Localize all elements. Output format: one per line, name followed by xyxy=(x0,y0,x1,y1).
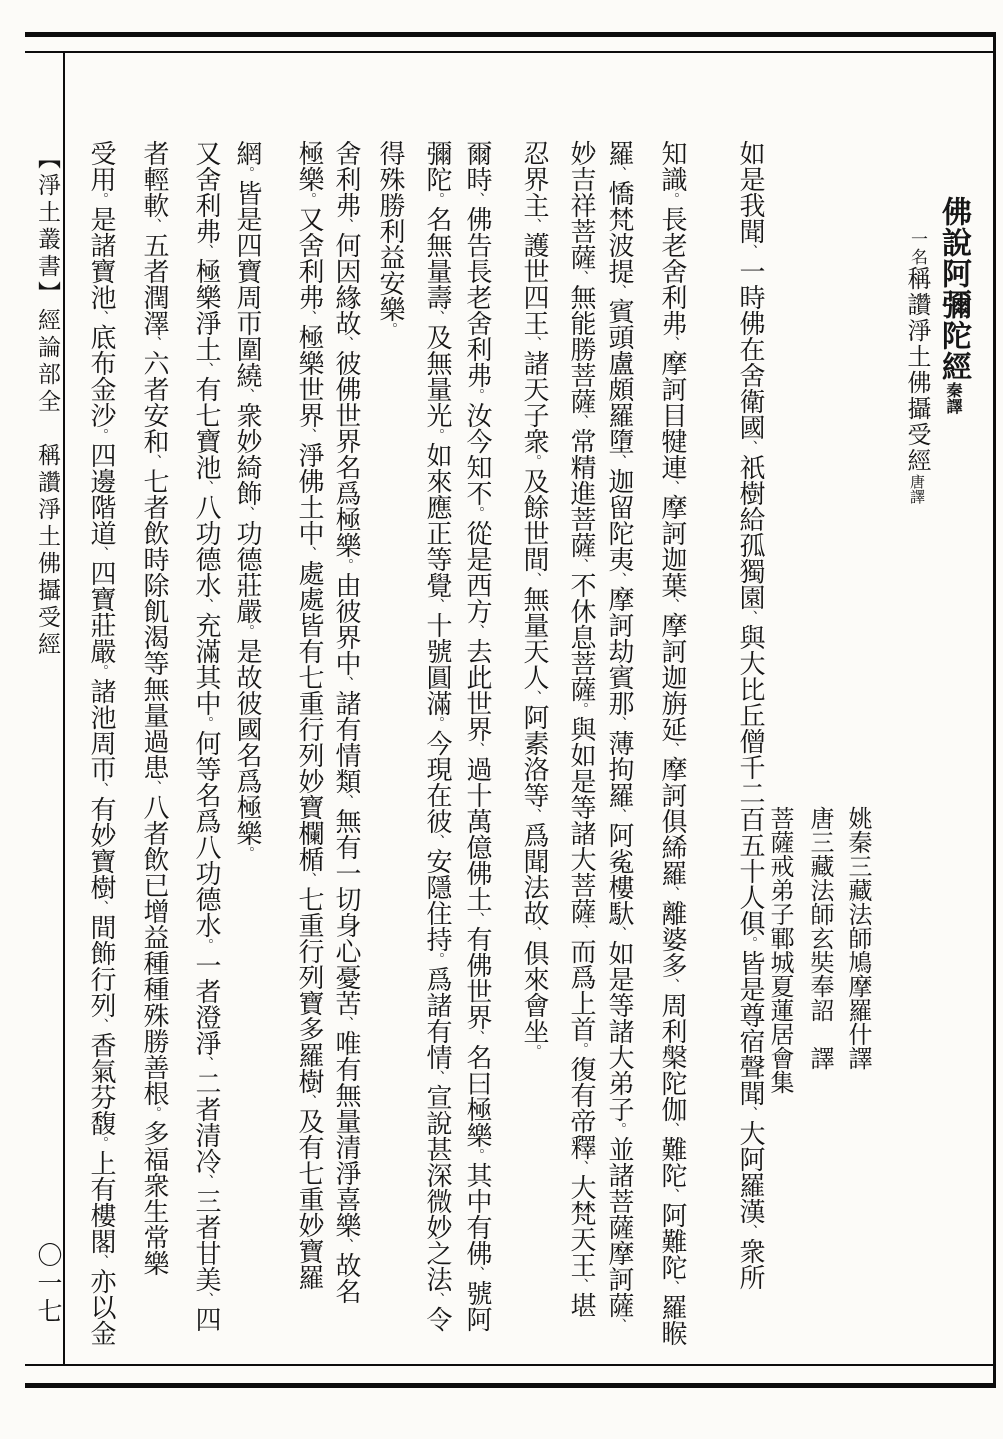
sutra-text-column: 舍利弗、何因緣故、彼佛世界名爲極樂。由彼界中、諸有情類、無有一切身心憂苦、唯有無量清淨喜樂、故名 xyxy=(331,140,361,1304)
frame-left-inner-rule xyxy=(63,51,65,1366)
frame-bottom-inner-rule xyxy=(25,1364,996,1366)
sutra-text-column: 極樂。又舍利弗、極樂世界、淨佛土中、處處皆有七重行列妙寶欄楯、七重行列寶多羅樹、及有七重妙寶羅 xyxy=(294,140,324,1290)
sutra-main-title: 佛說阿彌陀經 xyxy=(936,196,971,382)
frame-right-rule xyxy=(993,32,996,1388)
sutra-text-column: 爾時、佛告長老舍利弗。汝今知不。從是西方、去此世界、過十萬億佛土、有佛世界、名曰極樂。其中有佛、號阿 xyxy=(462,140,492,1332)
sutra-text-column: 忍界主、護世四王、諸天子衆。及餘世間、無量天人、阿素洛等、爲聞法故、俱來會坐。 xyxy=(519,140,549,1058)
sutra-text-column: 受用。是諸寶池、底布金沙。四邊階道、四寶莊嚴。諸池周帀、有妙寶樹、間飾行列、香氣芬馥。上有樓閣、亦以金 xyxy=(86,140,116,1346)
page-number: 〇一七 xyxy=(34,1242,63,1326)
series-label: 【淨土叢書】經論部全 稱讚淨土佛攝受經 xyxy=(34,146,60,659)
sutra-text-column: 如是我聞、一時佛在舍衛國、祇樹給孤獨園、與大比丘僧千二百五十人俱。皆是尊宿聲聞、大阿羅漢、衆所 xyxy=(735,140,765,1290)
sutra-text-column: 者輕軟、五者潤澤、六者安和、七者飲時除飢渴等無量過患、八者飲已增益種種殊勝善根。多福衆生常樂 xyxy=(139,140,169,1276)
sutra-alt-title-column xyxy=(899,230,935,504)
compiler-xia-lianju: 菩薩戒弟子鄆城夏蓮居會集 xyxy=(766,806,794,1094)
frame-top-outer-rule xyxy=(25,32,996,37)
sutra-text-column: 妙吉祥菩薩、無能勝菩薩、常精進菩薩、不休息菩薩。與如是等諸大菩薩、而爲上首。復有帝釋、大梵天王、堪 xyxy=(566,140,596,1318)
sutra-main-title-translation-note: 秦譯 xyxy=(944,382,963,414)
translator-kumarajiva: 姚秦三藏法師鳩摩羅什譯 xyxy=(844,806,872,1070)
sutra-alt-title: 稱讚淨土佛攝受經 xyxy=(903,266,931,474)
sutra-text-column: 得殊勝利益安樂。 xyxy=(375,140,405,336)
sutra-text-column: 又舍利弗、極樂淨土、有七寶池、八功德水、充滿其中。何等名爲八功德水。一者澄淨、二者清冷、三者甘美、四 xyxy=(191,140,221,1332)
translator-xuanzang: 唐三藏法師玄奘奉詔 譯 xyxy=(806,806,834,1070)
sutra-text-column: 羅、憍梵波提、賓頭盧頗羅墮、迦留陀夷、摩訶劫賓那、薄拘羅、阿㝹樓馱、如是等諸大弟子。並諸菩薩摩訶薩、 xyxy=(604,140,634,1332)
sutra-title-column xyxy=(931,196,975,414)
frame-bottom-outer-rule xyxy=(25,1383,996,1388)
alt-title-prefix: 一名 xyxy=(907,230,927,266)
sutra-text-column: 網。皆是四寶周帀圍繞、衆妙綺飾、功德莊嚴。是故彼國名爲極樂。 xyxy=(232,140,262,860)
sutra-text-column: 知識。長老舍利弗、摩訶目犍連、摩訶迦葉、摩訶迦旃延、摩訶俱絺羅、離婆多、周利槃陀伽、難陀、阿難陀、羅睺 xyxy=(657,140,687,1346)
sutra-text-column: 彌陀。名無量壽、及無量光。如來應正等覺、十號圓滿。今現在彼、安隱住持。爲諸有情、宣說甚深微妙之法、令 xyxy=(422,140,452,1332)
frame-top-inner-rule xyxy=(25,51,996,53)
sutra-alt-title-translation-note: 唐譯 xyxy=(908,474,926,504)
